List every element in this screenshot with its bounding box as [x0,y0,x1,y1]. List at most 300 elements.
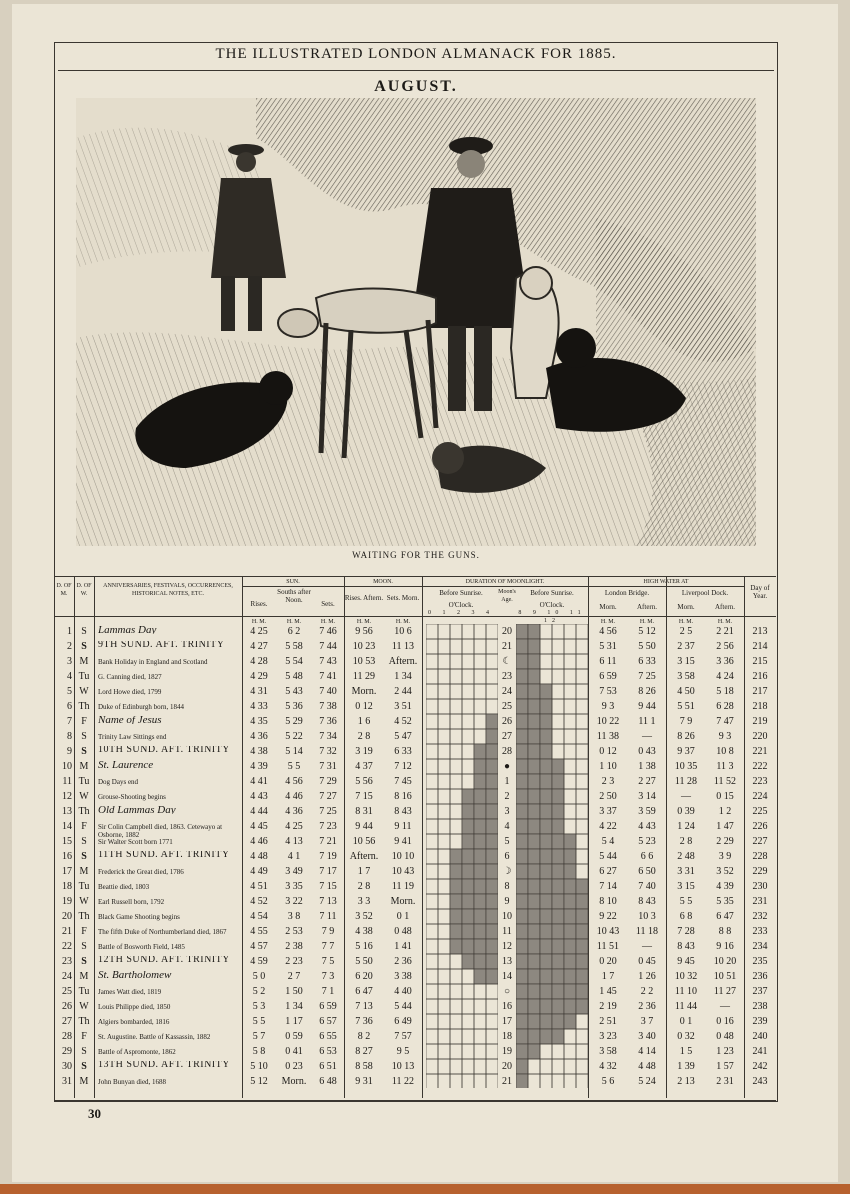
cell-liverpool-aftern: 2 56 [716,641,734,652]
moonlight-cell [564,984,576,999]
cell-day-of-month: 8 [67,731,72,742]
cell-london-morn: 10 22 [596,716,620,727]
moonlight-cell [516,834,528,849]
moonlight-cell [552,1014,564,1029]
cell-sun-sets: 7 3 [321,971,335,982]
moonlight-cell [576,984,588,999]
cell-moon-age: 2 [504,791,510,802]
moonlight-cell [426,789,438,804]
moonlight-cell [426,729,438,744]
moonlight-cell [474,744,486,759]
moonlight-cell [486,699,498,714]
moonlight-cell [450,879,462,894]
cell-sun-souths: 2 23 [285,956,303,967]
cell-london-morn: 0 12 [599,746,617,757]
cell-anniversary-note: Algiers bombarded, 1816 [98,1018,170,1026]
cell-day-of-year: 228 [752,851,768,862]
moonlight-cell [564,1029,576,1044]
cell-sun-souths: Morn. [281,1076,307,1087]
moonlight-cell [564,714,576,729]
moonlight-cell [486,774,498,789]
cell-day-of-year: 239 [752,1016,768,1027]
moonlight-cell [474,834,486,849]
moonlight-cell [540,729,552,744]
cell-sun-sets: 7 46 [319,626,337,637]
cell-anniversary-note: Name of Jesus [98,716,162,724]
cell-day-of-month: 28 [62,1031,72,1042]
cell-anniversary-note: Bank Holiday in England and Scotland [98,658,208,666]
cell-day-of-year: 229 [752,866,768,877]
moonlight-cell [576,969,588,984]
moonlight-cell [474,1059,486,1074]
cell-day-of-week: S [81,836,87,847]
cell-sun-rises: 4 51 [250,881,268,892]
moonlight-cell [462,954,474,969]
cell-liverpool-morn: 7 9 [679,716,693,727]
moonlight-cell [438,774,450,789]
moonlight-cell [486,624,498,639]
moonlight-cell [438,669,450,684]
moonlight-cell [528,639,540,654]
cell-day-of-month: 10 [62,761,72,772]
col-header-hours-right: 8 9 10 11 12 [518,610,586,624]
moonlight-cell [564,789,576,804]
cell-sun-sets: 7 40 [319,686,337,697]
moonlight-cell [552,1044,564,1059]
moonlight-cell [552,849,564,864]
col-header-before-sunrise-right: Before Sunrise. [530,589,574,597]
cell-anniversary-note: Battle of Bosworth Field, 1485 [98,943,185,951]
moonlight-cell [486,1029,498,1044]
moonlight-cell [516,909,528,924]
moonlight-cell [438,864,450,879]
cell-london-morn: 2 50 [599,791,617,802]
cell-london-aftern: 1 26 [638,971,656,982]
moonlight-cell [516,669,528,684]
moonlight-cell [564,804,576,819]
cell-day-of-week: W [79,686,89,697]
cell-anniversary-note: 9TH SUND. AFT. TRINITY [98,641,225,649]
cell-moon-rises: 10 53 [352,656,376,667]
cell-london-morn: 8 10 [599,896,617,907]
cell-day-of-year: 242 [752,1061,768,1072]
col-header-sun: SUN. [286,579,300,585]
cell-moon-age: 21 [502,1076,512,1087]
moonlight-cell [426,1059,438,1074]
cell-sun-souths: 4 46 [285,791,303,802]
cell-liverpool-morn: 3 58 [677,671,695,682]
cell-moon-rises: 9 31 [355,1076,373,1087]
moonlight-cell [486,864,498,879]
cell-day-of-month: 14 [62,821,72,832]
moonlight-cell [528,879,540,894]
cell-anniversary-note: St. Augustine. Battle of Kassassin, 1882 [98,1033,211,1041]
cell-moon-age: 16 [502,1001,512,1012]
cell-moon-rises: 4 38 [355,926,373,937]
cell-sun-rises: 4 28 [250,656,268,667]
moonlight-cell [564,1044,576,1059]
cell-london-aftern: 2 27 [638,776,656,787]
cell-sun-souths: 1 17 [285,1016,303,1027]
moonlight-cell [486,669,498,684]
cell-sun-sets: 6 57 [319,1016,337,1027]
cell-sun-souths: 1 50 [285,986,303,997]
moonlight-cell [540,879,552,894]
cell-sun-souths: 4 25 [285,821,303,832]
cell-anniversary-note: Louis Philippe died, 1850 [98,1003,171,1011]
cell-london-morn: 6 27 [599,866,617,877]
cell-moon-rises: 7 15 [355,791,373,802]
moonlight-cell [438,999,450,1014]
moonlight-cell [564,759,576,774]
cell-sun-rises: 5 8 [252,1046,266,1057]
moonlight-cell [450,714,462,729]
cell-liverpool-morn: 9 37 [677,746,695,757]
cell-london-aftern: 2 2 [640,986,654,997]
cell-liverpool-morn: 2 37 [677,641,695,652]
cell-liverpool-morn: 10 32 [674,971,698,982]
moonlight-cell [438,984,450,999]
moonlight-cell [564,639,576,654]
moonlight-cell [462,894,474,909]
moonlight-cell [462,834,474,849]
moonlight-cell [450,669,462,684]
cell-london-aftern: 6 33 [638,656,656,667]
cell-sun-sets: 6 53 [319,1046,337,1057]
col-divider [74,576,75,1098]
moonlight-cell [564,999,576,1014]
moonlight-cell [564,669,576,684]
moonlight-cell [528,864,540,879]
cell-liverpool-morn: 11 44 [674,1001,698,1012]
cell-day-of-month: 4 [67,671,72,682]
moonlight-cell [474,1074,486,1088]
cell-moon-sets: 6 33 [394,746,412,757]
cell-sun-rises: 4 27 [250,641,268,652]
cell-sun-souths: 3 35 [285,881,303,892]
cell-day-of-week: S [81,941,87,952]
cell-day-of-week: S [81,956,87,967]
moonlight-cell [438,654,450,669]
cell-london-aftern: 5 24 [638,1076,656,1087]
cell-london-aftern: 3 7 [640,1016,654,1027]
cell-day-of-week: F [81,716,87,727]
moonlight-cell [540,834,552,849]
cell-day-of-year: 236 [752,971,768,982]
col-divider [422,576,423,1098]
cell-sun-sets: 7 44 [319,641,337,652]
cell-liverpool-aftern: 0 15 [716,791,734,802]
cell-moon-sets: 4 52 [394,716,412,727]
moonlight-cell [540,954,552,969]
moonlight-cell [462,1044,474,1059]
moonlight-cell [462,759,474,774]
moonlight-cell [474,684,486,699]
moonlight-cell [426,879,438,894]
cell-sun-souths: 2 38 [285,941,303,952]
cell-day-of-week: M [79,761,89,772]
moonlight-cell [564,1014,576,1029]
cell-sun-rises: 4 29 [250,671,268,682]
moonlight-cell [576,1029,588,1044]
moonlight-cell [450,804,462,819]
moonlight-cell [528,1014,540,1029]
moonlight-cell [528,1074,540,1088]
cell-liverpool-aftern: 0 16 [716,1016,734,1027]
col-header-moon-age: Moon's Age. [498,589,516,603]
cell-moon-age: 11 [502,926,512,937]
cell-moon-sets: 8 16 [394,791,412,802]
moonlight-cell [426,924,438,939]
cell-sun-rises: 4 48 [250,851,268,862]
cell-sun-rises: 4 59 [250,956,268,967]
cell-moon-age: 4 [504,821,510,832]
moonlight-cell [486,654,498,669]
moonlight-cell [540,849,552,864]
cell-moon-rises: 5 16 [355,941,373,952]
cell-sun-rises: 5 10 [250,1061,268,1072]
cell-day-of-year: 222 [752,761,768,772]
moonlight-cell [486,954,498,969]
cell-london-morn: 11 38 [596,731,620,742]
cell-day-of-week: S [81,1046,87,1057]
moonlight-cell [486,999,498,1014]
cell-moon-rises: 7 36 [355,1016,373,1027]
moonlight-cell [450,684,462,699]
cell-london-aftern: 2 36 [638,1001,656,1012]
cell-sun-rises: 4 49 [250,866,268,877]
cell-london-morn: 5 6 [601,1076,615,1087]
moonlight-cell [462,879,474,894]
cell-moon-age: 1 [504,776,510,787]
moonlight-cell [462,744,474,759]
moonlight-cell [528,684,540,699]
cell-sun-souths: 5 29 [285,716,303,727]
cell-sun-sets: 6 51 [319,1061,337,1072]
cell-moon-age: 19 [502,1046,512,1057]
cell-day-of-year: 233 [752,926,768,937]
cell-day-of-month: 7 [67,716,72,727]
cell-london-aftern: 3 59 [638,806,656,817]
cell-moon-age: 3 [504,806,510,817]
cell-moon-age: 20 [502,626,512,637]
moonlight-cell [438,729,450,744]
moonlight-cell [474,894,486,909]
cell-london-aftern: 8 43 [638,896,656,907]
cell-sun-souths: 5 36 [285,701,303,712]
moonlight-cell [540,684,552,699]
cell-anniversary-note: John Bunyan died, 1688 [98,1078,167,1086]
moonlight-cell [486,789,498,804]
cell-liverpool-aftern: 3 52 [716,866,734,877]
cell-liverpool-morn: 2 8 [679,836,693,847]
cell-sun-sets: 7 31 [319,761,337,772]
moonlight-cell [462,969,474,984]
cell-london-morn: 5 44 [599,851,617,862]
units-moon-sets: H. M. [395,619,411,625]
moonlight-cell [516,1074,528,1088]
cell-sun-rises: 4 45 [250,821,268,832]
moonlight-cell [450,819,462,834]
cell-day-of-week: Th [78,911,90,922]
moonlight-cell [540,1059,552,1074]
cell-moon-rises: 6 47 [355,986,373,997]
cell-liverpool-aftern: 9 16 [716,941,734,952]
month-title: AUGUST. [374,78,458,95]
moonlight-cell [438,909,450,924]
cell-liverpool-aftern: 2 31 [716,1076,734,1087]
moonlight-cell [438,879,450,894]
moonlight-cell [462,909,474,924]
moonlight-cell [462,774,474,789]
moonlight-cell [426,894,438,909]
cell-day-of-year: 231 [752,896,768,907]
cell-moon-rises: 3 19 [355,746,373,757]
moonlight-cell [450,1059,462,1074]
moonlight-cell [516,984,528,999]
units-liverpool-morn: H. M. [678,619,694,625]
cell-london-aftern: 0 45 [638,956,656,967]
cell-anniversary-note: 11TH SUND. AFT. TRINITY [98,851,230,859]
moonlight-cell [564,879,576,894]
moonlight-cell [450,1029,462,1044]
col-header-moon: MOON. [373,579,393,585]
cell-day-of-week: W [79,1001,89,1012]
moonlight-cell [564,699,576,714]
cell-london-morn: 6 59 [599,671,617,682]
cell-sun-souths: 5 43 [285,686,303,697]
moonlight-cell [528,744,540,759]
moonlight-cell [516,1044,528,1059]
cell-moon-age: 5 [504,836,510,847]
col-header-moon-sets: Sets. Morn. [386,594,420,602]
moonlight-cell [450,894,462,909]
col-header-high-water: HIGH WATER AT [643,579,689,585]
moonlight-cell [516,1029,528,1044]
moonlight-cell [540,624,552,639]
cell-sun-rises: 4 52 [250,896,268,907]
cell-london-morn: 3 58 [599,1046,617,1057]
moonlight-cell [450,954,462,969]
moonlight-cell [450,729,462,744]
cell-moon-age: ☾ [502,656,512,667]
cell-day-of-month: 12 [62,791,72,802]
moonlight-cell [438,1044,450,1059]
moonlight-cell [540,864,552,879]
col-header-oclock-right: O'Clock. [539,601,565,609]
cell-sun-rises: 5 12 [250,1076,268,1087]
cell-liverpool-morn: 1 24 [677,821,695,832]
moonlight-cell [528,894,540,909]
cell-liverpool-aftern: 11 27 [713,986,737,997]
moonlight-cell [486,1044,498,1059]
moonlight-cell [540,969,552,984]
moonlight-cell [564,729,576,744]
cell-london-morn: 1 7 [601,971,615,982]
moonlight-cell [486,729,498,744]
cell-day-of-month: 19 [62,896,72,907]
cell-london-morn: 5 31 [599,641,617,652]
moonlight-cell [552,834,564,849]
cell-liverpool-aftern: 2 29 [716,836,734,847]
table-subheader-rule [242,586,744,587]
moonlight-cell [450,834,462,849]
moonlight-cell [516,684,528,699]
cell-sun-sets: 7 11 [319,911,337,922]
cell-sun-souths: 5 5 [287,761,301,772]
cell-anniversary-note: Lammas Day [98,626,157,634]
moonlight-cell [474,729,486,744]
moonlight-cell [474,789,486,804]
moonlight-cell [516,744,528,759]
cell-london-aftern: — [642,941,652,952]
cell-anniversary-note: 12TH SUND. AFT. TRINITY [98,956,230,964]
cell-day-of-month: 25 [62,986,72,997]
cell-moon-age: 24 [502,686,512,697]
moonlight-cell [486,1059,498,1074]
moonlight-cell [576,1044,588,1059]
moonlight-cell [474,714,486,729]
cell-day-of-week: F [81,1031,87,1042]
moonlight-cell [528,1029,540,1044]
page-number: 30 [88,1106,101,1121]
moonlight-cell [564,834,576,849]
moonlight-cell [552,984,564,999]
cell-liverpool-morn: 3 31 [677,866,695,877]
cell-moon-rises: Morn. [351,686,377,697]
moonlight-cell [576,954,588,969]
col-header-sun-souths: Souths after Noon. [277,588,311,604]
moonlight-cell [426,759,438,774]
moonlight-cell [450,924,462,939]
cell-moon-sets: 10 13 [391,1061,415,1072]
cell-anniversary-note: Trinity Law Sittings end [98,733,167,741]
moonlight-cell [516,969,528,984]
cell-day-of-month: 1 [67,626,72,637]
cell-liverpool-morn: 5 51 [677,701,695,712]
cell-london-morn: 9 22 [599,911,617,922]
cell-london-aftern: 4 14 [638,1046,656,1057]
cell-london-morn: 4 56 [599,626,617,637]
cell-moon-rises: 2 8 [357,731,371,742]
moonlight-cell [552,909,564,924]
cell-liverpool-aftern: 3 36 [716,656,734,667]
moonlight-cell [426,654,438,669]
cell-sun-rises: 4 46 [250,836,268,847]
moonlight-cell [552,729,564,744]
cell-moon-age: 27 [502,731,512,742]
cell-liverpool-aftern: 11 52 [713,776,737,787]
moonlight-cell [576,639,588,654]
moonlight-cell [462,669,474,684]
moonlight-cell [438,759,450,774]
cell-sun-souths: 0 41 [285,1046,303,1057]
moonlight-cell [552,714,564,729]
cell-moon-rises: 9 44 [355,821,373,832]
cell-day-of-week: S [81,1061,87,1072]
moonlight-cell [576,834,588,849]
cell-moon-sets: 7 12 [394,761,412,772]
cell-london-aftern: 3 14 [638,791,656,802]
col-header-liverpool-dock: Liverpool Dock. [681,589,729,597]
moonlight-cell [528,939,540,954]
cell-sun-souths: 5 58 [285,641,303,652]
cell-moon-rises: 8 31 [355,806,373,817]
cell-day-of-year: 224 [752,791,768,802]
cell-day-of-week: M [79,656,89,667]
moonlight-cell [450,744,462,759]
moonlight-cell [576,684,588,699]
